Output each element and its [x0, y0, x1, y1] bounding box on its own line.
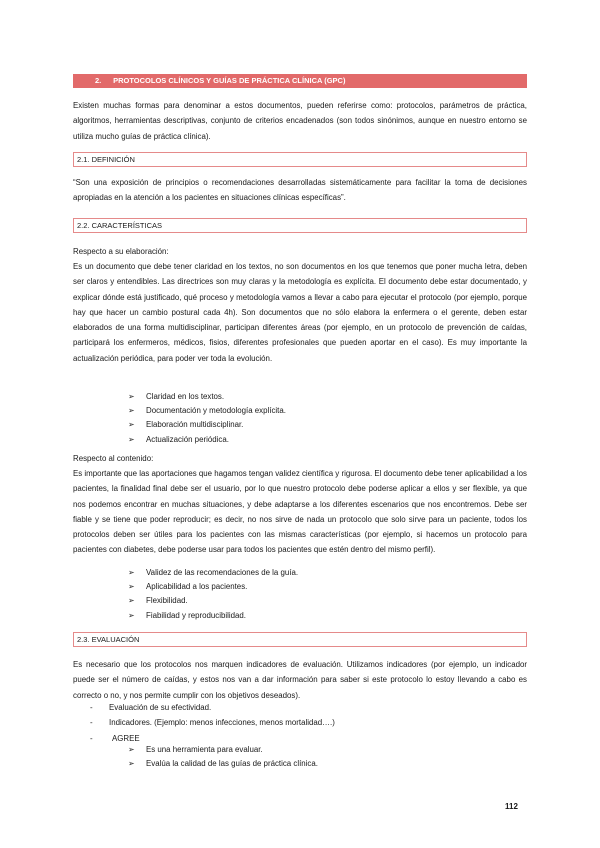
- list-item: ➢ Aplicabilidad a los pacientes.: [128, 580, 298, 594]
- evaluacion-text: Es necesario que los protocolos nos marquen indicadores de evaluación. Utilizamos indicadores (por ejemplo, un indicador puede ser el número de caídas, y estos nos van a dar información para saber si este protocolo lo estoy llevando a cabo es correcto o no, y nos permite cumplir con los objetivos deseados).: [73, 660, 527, 700]
- arrow-icon: ➢: [128, 420, 135, 430]
- contenido-bullet-list: [128, 566, 298, 623]
- arrow-icon: ➢: [128, 745, 135, 754]
- elaboracion-bullet-list: [128, 390, 286, 447]
- elaboracion-label: Respecto a su elaboración:: [73, 247, 169, 256]
- arrow-icon: ➢: [128, 406, 135, 416]
- arrow-icon: ➢: [128, 568, 135, 577]
- contenido-label: Respecto al contenido:: [73, 454, 154, 463]
- list-item: ➢ Evalúa la calidad de las guías de práctica clínica.: [128, 757, 318, 771]
- list-item: - Evaluación de su efectividad.: [90, 703, 212, 712]
- section-title-bar: [73, 74, 527, 88]
- section-number: 2.: [95, 76, 102, 85]
- heading-caracteristicas: 2.2. CARACTERÍSTICAS: [73, 218, 527, 233]
- list-item: ➢ Elaboración multidisciplinar.: [128, 418, 286, 432]
- page-number: 112: [505, 802, 518, 811]
- section-title: PROTOCOLOS CLÍNICOS Y GUÍAS DE PRÁCTICA CLÍNICA (GPC): [113, 76, 346, 85]
- elaboracion-text: Es un documento que debe tener claridad en los textos, no son documentos en los que tenemos que poner mucha letra, deben ser claros y entendibles. Las directrices son muy claras y la metodología es explícita. El documento debe estar documentado, y explicar dónde está justificado, qué proceso y metodología vamos a llevar a cabo para ejecutar el protocolo (por ejemplo, porque hay que hacer un cambio postural cada 4h). Son documentos que no sólo elabora la enfermera o el gerente, deben estar elaborados de una forma multidisciplinar, participan diferentes áreas (por ejemplo, en un protocolo de prevención de caídas, participará los enfermeros, médicos, fisios, diferentes profesionales que pueden aportar en el caso). Es muy importante la actualización periódica, para poder ver toda la evolución.: [73, 262, 527, 363]
- list-item: ➢ Validez de las recomendaciones de la guía.: [128, 566, 298, 580]
- arrow-icon: ➢: [128, 392, 135, 401]
- list-item: ➢ Documentación y metodología explícita.: [128, 404, 286, 418]
- list-item: ➢ Actualización periódica.: [128, 433, 286, 447]
- intro-paragraph: Existen muchas formas para denominar a estos documentos, pueden referirse como: protocolos, parámetros de práctica, algoritmos, herramientas descriptivas, conjunto de criterios encadenados (son todos sinónimos, aunque en nuestro entorno se utiliza mucho guías de práctica clínica).: [73, 101, 527, 141]
- arrow-icon: ➢: [128, 759, 135, 769]
- heading-definicion: 2.1. DEFINICIÓN: [73, 152, 527, 167]
- arrow-icon: ➢: [128, 610, 135, 620]
- definicion-text: “Son una exposición de principios o recomendaciones desarrolladas sistemáticamente para facilitar la toma de decisiones apropiadas en la atención a los pacientes en situaciones clínicas específicas”.: [73, 178, 527, 203]
- heading-evaluacion: 2.3. EVALUACIÓN: [73, 632, 527, 647]
- agree-bullet-list: [128, 743, 318, 771]
- evaluacion-dash-list: [90, 700, 335, 746]
- list-item: ➢ Fiabilidad y reproducibilidad.: [128, 609, 298, 623]
- contenido-text: Es importante que las aportaciones que hagamos tengan validez científica y rigurosa. El documento debe tener aplicabilidad a los pacientes, la finalidad final debe ser el usuario, por lo que nuestro protocolo debe poderse aplicar a ellos y ser flexible, ya que nos podemos encontrar en muchas situaciones, y debe adaptarse a los diferentes escenarios que nos encontremos. Debe ser fiable y se tiene que poder reproducir; es decir, no nos sirve de nada un protocolo que solo sirve para un paciente, todos los protocolos deben ser útiles para los pacientes con las mismas características (por ejemplo, si hacemos un protocolo para pacientes con diabetes, debe poderse usar para todos los pacientes que estén dentro del mismo perfil).: [73, 469, 527, 555]
- list-item: ➢ Flexibilidad.: [128, 594, 298, 608]
- list-item: - AGREE: [90, 733, 140, 743]
- list-item: ➢ Claridad en los textos.: [128, 390, 286, 404]
- arrow-icon: ➢: [128, 596, 135, 606]
- arrow-icon: ➢: [128, 582, 135, 592]
- list-item: ➢ Es una herramienta para evaluar.: [128, 743, 318, 757]
- list-item: - Indicadores. (Ejemplo: menos infecciones, menos mortalidad….): [90, 718, 335, 728]
- arrow-icon: ➢: [128, 434, 135, 444]
